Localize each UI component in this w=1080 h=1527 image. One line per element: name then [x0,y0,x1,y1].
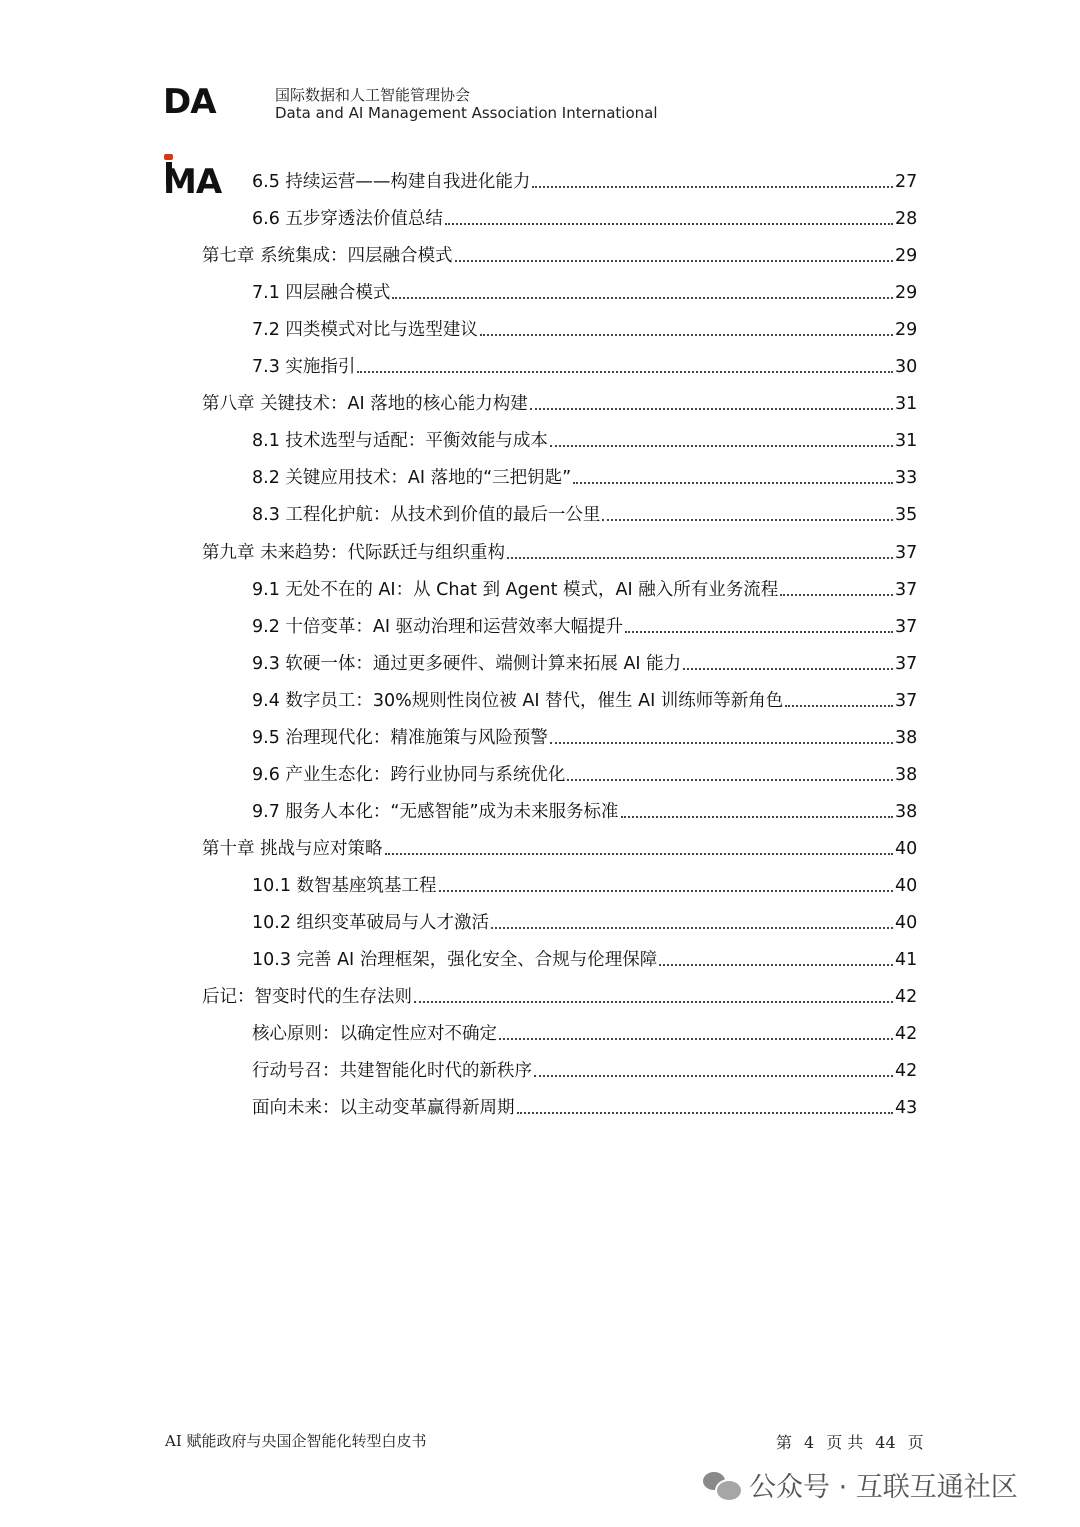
toc-entry-title: 6.5 持续运营——构建自我进化能力 [252,172,531,192]
toc-entry-title: 面向未来：以主动变革赢得新周期 [252,1098,515,1118]
toc-entry-title: 9.2 十倍变革：AI 驱动治理和运营效率大幅提升 [252,617,624,637]
org-name-en: Data and AI Management Association International [275,104,658,122]
toc-dot-leader [445,223,893,225]
toc-entry-page: 37 [895,580,918,600]
footer-doc-title: AI 赋能政府与央国企智能化转型白皮书 [165,1432,427,1450]
toc-entry-page: 30 [895,357,918,377]
toc-entry-page: 27 [895,172,918,192]
toc-entry-page: 28 [895,209,918,229]
toc-entry[interactable] [252,572,917,602]
toc-entry-page: 41 [895,950,918,970]
toc-dot-leader [491,927,893,929]
toc-dot-leader [573,482,893,484]
toc-entry[interactable] [252,942,917,972]
toc-dot-leader [385,853,893,855]
toc-entry-page: 40 [895,839,918,859]
toc-dot-leader [357,371,893,373]
toc-dot-leader [602,519,893,521]
toc-entry[interactable] [252,312,917,342]
toc-entry-title: 7.3 实施指引 [252,357,356,377]
watermark [703,1462,1018,1506]
wechat-icon [703,1468,741,1500]
toc-entry-title: 第九章 未来趋势：代际跃迁与组织重构 [202,543,506,563]
toc-dot-leader [455,260,893,262]
toc-entry-page: 38 [895,802,918,822]
toc-entry-title: 7.1 四层融合模式 [252,283,391,303]
toc-entry[interactable] [202,535,917,565]
toc-dot-leader [532,186,893,188]
toc-entry-title: 8.3 工程化护航：从技术到价值的最后一公里 [252,505,601,525]
toc-entry[interactable] [202,979,917,1009]
toc-entry[interactable] [252,460,917,490]
total-pages: 44 [875,1433,896,1452]
toc-dot-leader [785,705,893,707]
daima-logo: DAMA [163,82,222,202]
toc-dot-leader [439,890,893,892]
toc-entry-title: 10.2 组织变革破局与人才激活 [252,913,490,933]
toc-entry-title: 9.1 无处不在的 AI：从 Chat 到 Agent 模式，AI 融入所有业务流程 [252,580,779,600]
toc-entry[interactable] [252,1090,917,1120]
toc-dot-leader [530,408,893,410]
toc-entry-page: 38 [895,765,918,785]
toc-entry[interactable] [202,386,917,416]
toc-entry-title: 9.3 软硬一体：通过更多硬件、端侧计算来拓展 AI 能力 [252,654,682,674]
toc-entry-page: 31 [895,431,918,451]
toc-entry-page: 40 [895,913,918,933]
toc-entry-page: 42 [895,987,918,1007]
toc-dot-leader [683,668,893,670]
toc-dot-leader [780,594,893,596]
toc-entry-title: 9.4 数字员工：30%规则性岗位被 AI 替代，催生 AI 训练师等新角色 [252,691,784,711]
toc-entry-title: 10.1 数智基座筑基工程 [252,876,437,896]
toc-entry-title: 行动号召：共建智能化时代的新秩序 [252,1061,532,1081]
toc-entry-title: 8.2 关键应用技术：AI 落地的“三把钥匙” [252,468,572,488]
toc-entry-page: 35 [895,505,918,525]
toc-entry-page: 33 [895,468,918,488]
toc-entry-title: 10.3 完善 AI 治理框架，强化安全、合规与伦理保障 [252,950,658,970]
toc-entry-page: 42 [895,1024,918,1044]
toc-entry[interactable] [252,868,917,898]
toc-entry-title: 6.6 五步穿透法价值总结 [252,209,443,229]
toc-entry-page: 29 [895,283,918,303]
toc-entry[interactable] [252,609,917,639]
toc-entry[interactable] [202,238,917,268]
toc-entry-page: 43 [895,1098,918,1118]
toc-dot-leader [625,631,893,633]
toc-dot-leader [659,964,893,966]
toc-entry-title: 7.2 四类模式对比与选型建议 [252,320,478,340]
toc-dot-leader [534,1075,893,1077]
toc-entry[interactable] [252,646,917,676]
toc-entry-title: 核心原则：以确定性应对不确定 [252,1024,497,1044]
toc-entry-title: 后记：智变时代的生存法则 [202,987,412,1007]
toc-dot-leader [507,557,893,559]
toc-entry-title: 第十章 挑战与应对策略 [202,839,383,859]
toc-entry-page: 40 [895,876,918,896]
toc-entry-title: 第七章 系统集成：四层融合模式 [202,246,453,266]
toc-entry-page: 37 [895,543,918,563]
toc-entry[interactable] [252,757,917,787]
toc-entry-page: 42 [895,1061,918,1081]
toc-entry-page: 31 [895,394,918,414]
toc-entry-page: 29 [895,246,918,266]
org-name-cn: 国际数据和人工智能管理协会 [275,86,471,104]
toc-entry[interactable] [252,497,917,527]
toc-dot-leader [550,445,893,447]
toc-dot-leader [480,334,893,336]
toc-dot-leader [392,297,893,299]
toc-entry[interactable] [252,1016,917,1046]
toc-entry[interactable] [252,683,917,713]
toc-entry-title: 9.6 产业生态化：跨行业协同与系统优化 [252,765,566,785]
toc-dot-leader [414,1001,893,1003]
toc-entry-page: 38 [895,728,918,748]
toc-entry[interactable] [252,905,917,935]
toc-entry[interactable] [252,164,917,194]
current-page: 4 [804,1433,815,1452]
toc-dot-leader [550,742,893,744]
toc-dot-leader [517,1112,894,1114]
toc-entry-page: 37 [895,617,918,637]
toc-dot-leader [567,779,893,781]
toc-entry[interactable] [252,794,917,824]
toc-entry[interactable] [252,275,917,305]
watermark-text: 公众号 · 互联互通社区 [749,1471,1018,1503]
toc-dot-leader [621,816,893,818]
toc-entry-title: 9.5 治理现代化：精准施策与风险预警 [252,728,548,748]
toc-entry-title: 8.1 技术选型与适配：平衡效能与成本 [252,431,548,451]
toc-entry[interactable] [252,201,917,231]
toc-entry[interactable] [252,349,917,379]
toc-entry-page: 37 [895,654,918,674]
toc-entry-page: 37 [895,691,918,711]
footer-page-number: 第 4 页 共 44 页 [776,1433,924,1452]
toc-entry-title: 第八章 关键技术：AI 落地的核心能力构建 [202,394,528,414]
toc-entry[interactable] [252,1053,917,1083]
toc-dot-leader [499,1038,893,1040]
toc-entry[interactable] [252,720,917,750]
toc-entry-page: 29 [895,320,918,340]
toc-entry[interactable] [202,831,917,861]
toc-entry-title: 9.7 服务人本化：“无感智能”成为未来服务标准 [252,802,619,822]
toc-entry[interactable] [252,423,917,453]
